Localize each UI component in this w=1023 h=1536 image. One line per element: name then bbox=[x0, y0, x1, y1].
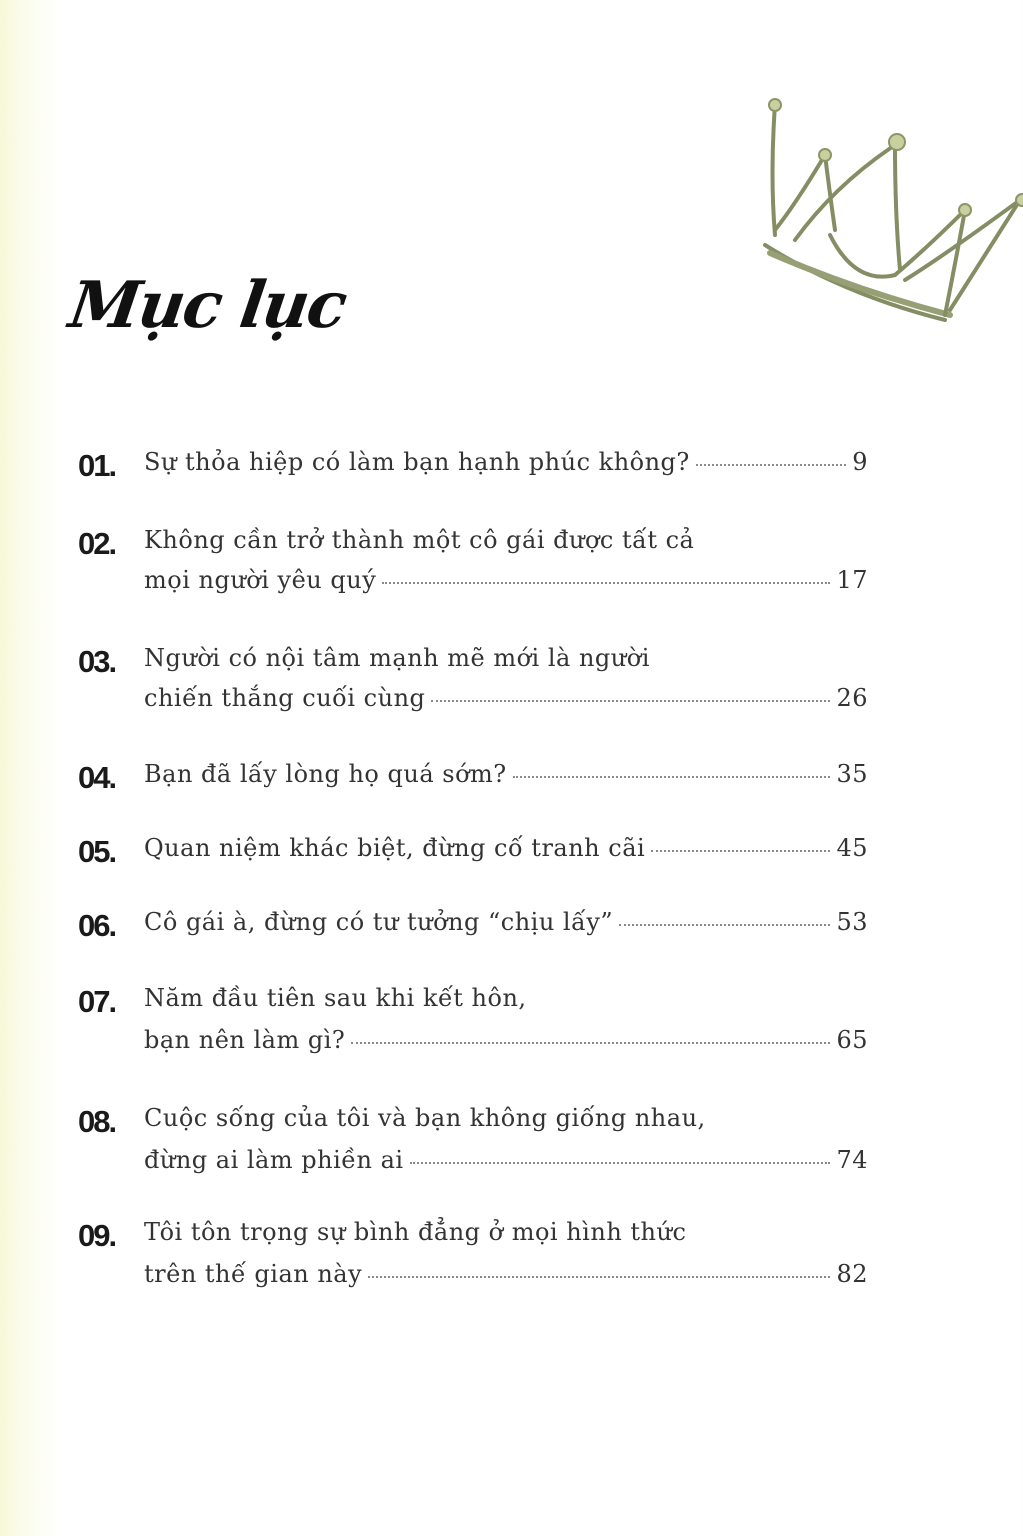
dot-leader bbox=[368, 1276, 830, 1278]
dot-leader bbox=[619, 924, 830, 926]
chapter-number: 03. bbox=[78, 644, 116, 679]
dot-leader bbox=[431, 700, 830, 702]
chapter-title: Bạn đã lấy lòng họ quá sớm? bbox=[144, 760, 507, 788]
chapter-number: 05. bbox=[78, 834, 116, 869]
dot-leader bbox=[696, 464, 846, 466]
chapter-number: 08. bbox=[78, 1104, 116, 1139]
chapter-number: 07. bbox=[78, 984, 116, 1019]
chapter-title-cont: trên thế gian này bbox=[144, 1260, 363, 1288]
page-number: 82 bbox=[836, 1260, 868, 1288]
page-number: 35 bbox=[836, 760, 868, 788]
chapter-title: Năm đầu tiên sau khi kết hôn, bbox=[144, 984, 527, 1012]
chapter-number: 02. bbox=[78, 526, 116, 561]
chapter-title: Cuộc sống của tôi và bạn không giống nhau, bbox=[144, 1104, 706, 1132]
crown-icon bbox=[745, 85, 1023, 330]
chapter-title: Không cần trở thành một cô gái được tất cả bbox=[144, 526, 695, 554]
chapter-title-cont: đừng ai làm phiền ai bbox=[144, 1146, 404, 1174]
dot-leader bbox=[410, 1162, 831, 1164]
chapter-title: Quan niệm khác biệt, đừng cố tranh cãi bbox=[144, 834, 646, 862]
page-number: 26 bbox=[836, 684, 868, 712]
chapter-title-cont: chiến thắng cuối cùng bbox=[144, 684, 426, 712]
chapter-title: Người có nội tâm mạnh mẽ mới là người bbox=[144, 644, 650, 672]
page-number: 74 bbox=[836, 1146, 868, 1174]
chapter-title: Tôi tôn trọng sự bình đẳng ở mọi hình thức bbox=[144, 1218, 687, 1246]
chapter-title-cont: bạn nên làm gì? bbox=[144, 1026, 346, 1054]
page-title: Mục lục bbox=[64, 268, 350, 343]
page-number: 9 bbox=[852, 448, 868, 476]
chapter-number: 01. bbox=[78, 448, 116, 483]
page-number: 65 bbox=[836, 1026, 868, 1054]
dot-leader bbox=[382, 582, 830, 584]
dot-leader bbox=[651, 850, 830, 852]
chapter-title: Sự thỏa hiệp có làm bạn hạnh phúc không? bbox=[144, 448, 690, 476]
chapter-number: 09. bbox=[78, 1218, 116, 1253]
chapter-title-cont: mọi người yêu quý bbox=[144, 566, 377, 594]
dot-leader bbox=[513, 776, 831, 778]
page-number: 17 bbox=[836, 566, 868, 594]
chapter-number: 04. bbox=[78, 760, 116, 795]
chapter-number: 06. bbox=[78, 908, 116, 943]
page-number: 45 bbox=[836, 834, 868, 862]
page-number: 53 bbox=[836, 908, 868, 936]
dot-leader bbox=[351, 1042, 830, 1044]
chapter-title: Cô gái à, đừng có tư tưởng “chịu lấy” bbox=[144, 908, 614, 936]
